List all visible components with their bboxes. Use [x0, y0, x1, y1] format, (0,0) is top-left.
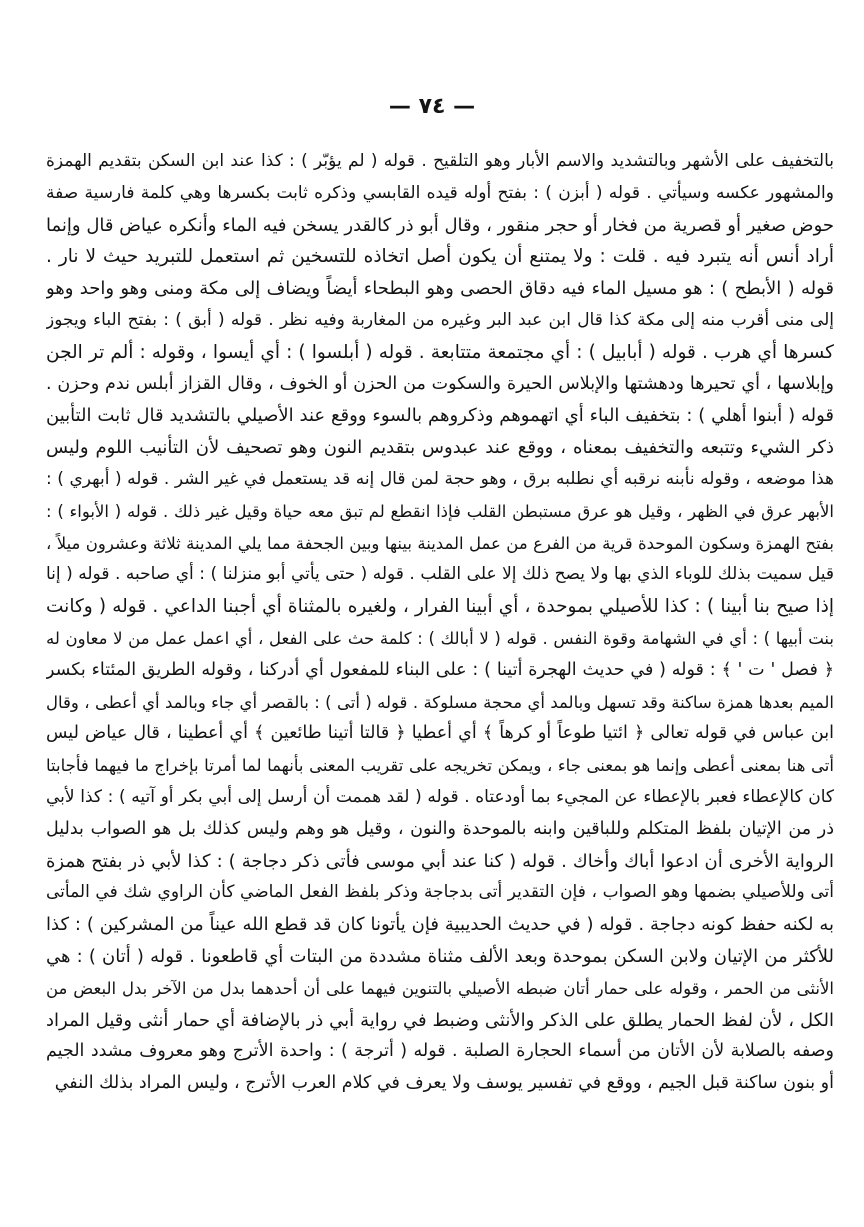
text-line: كان كالإعطاء فعبر بالإعطاء عن المجيء بما أودعتاه . قوله ( لقد هممت أن أرسل إلى أبي بكر أو آتيه ) : كذا لأبي — [46, 786, 834, 807]
text-line: حوض صغير أو قصرية من فخار أو حجر منقور ، وقال أبو ذر كالقدر يسخن فيه الماء وأنكره عياض قال وإنما — [46, 214, 834, 236]
text-line: وإبلاسها ، أي تحيرها ودهشتها والإبلاس الحيرة والسكوت من الحزن أو الخوف ، وقال القزاز أبلس ندم وحزن . — [46, 373, 834, 394]
text-line: قوله ( الأبطح ) : هو مسيل الماء فيه دقاق الحصى وهو البطحاء أيضاً ويضاف إلى مكة ومنى وهو واحد وهو — [46, 278, 834, 300]
text-line: الرواية الأخرى أن ادعوا أباك وأخاك . قوله ( كنا عند أبي موسى فأتى ذكر دجاجة ) : كذا لأبي ذر بفتح همزة — [46, 850, 834, 872]
text-line: قيل سميت بذلك للوباء الذي بها ولا يصح ذلك إلا على القلب . قوله ( حتى يأتي أبو منزلنا ) : أي صاحبه . قوله ( إنا — [46, 564, 834, 585]
text-line: أو بنون ساكنة قبل الجيم ، ووقع في تفسير يوسف ولا يعرف في كلام العرب الأترج ، وليس المراد بذلك النفي — [54, 1073, 834, 1094]
text-line: الكل ، لأن لفظ الحمار يطلق على الذكر والأنثى وضبط في رواية أبي ذر بالإضافة أي حمار أنثى وقيل المراد — [46, 1009, 834, 1031]
text-line: أتى هنا بمعنى أعطى وإنما هو بمعنى جاء ، ويمكن تخريجه على تقريب المعنى بأنهما لما أمرتا بإخراج ما فيهما فأجابتا — [46, 756, 834, 776]
text-line: ابن عباس في قوله تعالى ﴿ ائتيا طوعاً أو كرهاً ﴾ أي أعطيا ﴿ قالتا أتينا طائعين ﴾ أي أعطينا ، قال عياض ليس — [46, 723, 834, 744]
text-body — [46, 146, 834, 1100]
text-line: الأبهر عرق في الظهر ، وقيل هو عرق مستبطن القلب فإذا انقطع لم تبق معه حياة وقيل غير ذلك . قوله ( الأبواء ) : — [46, 501, 834, 521]
text-line: الأنثى من الحمر ، وقوله على حمار أتان ضبطه الأصيلي بالتنوين فيهما على أن أحدهما بدل من الآخر بدل البعض من — [46, 978, 834, 998]
text-line: الميم بعدها همزة ساكنة وقد تسهل وبالمد أي محجة مسلوكة . قوله ( أتى ) : بالقصر أي جاء وبالمد أي أعطى ، وقال — [46, 692, 834, 712]
text-line: أراد أنس أنه يتبرد فيه . قلت : ولا يمتنع أن يكون أصل اتخاذه للتسخين ثم استعمل للتبريد حيث لا نار . — [46, 246, 834, 268]
text-line: للأكثر من الإتيان ولابن السكن بموحدة وبعد الألف مثناة مشددة من البتات أي قاطعونا . قوله ( أتان ) : هي — [46, 945, 834, 967]
text-line: بفتح الهمزة وسكون الموحدة قرية من الفرع من عمل المدينة بينها وبين الجحفة مما يلي المدينة ثلاثة وعشرون ميلاً ، — [46, 533, 834, 553]
text-line: والمشهور عكسه وسيأتي . قوله ( أبزن ) : بفتح أوله قيده القابسي وذكره ثابت بكسرها وهي كلمة فارسية صفة — [46, 182, 834, 203]
text-line: أتى وللأصيلي بضمها وهو الصواب ، فإن التقدير أتى بدجاجة وذكر بلفظ الفعل الماضي كأن الراوي شك في المأتى — [46, 882, 834, 903]
text-line: كسرها أي هرب . قوله ( أبابيل ) : أي مجتمعة متتابعة . قوله ( أبلسوا ) : أي أيسوا ، وقوله : ألم تر الجن — [46, 341, 834, 363]
page-number: — ٧٤ — — [388, 94, 476, 119]
text-line: وصفه بالصلابة لأن الأتان من أسماء الحجارة الصلبة . قوله ( أترجة ) : واحدة الأترج وهو معروف مشدد الجيم — [46, 1041, 834, 1062]
text-line: ﴿ فصل ' ت ' ﴾ : قوله ( في حديث الهجرة أتينا ) : على البناء للمفعول أي أدركنا ، وقوله الطريق المئتاء بكسر — [46, 659, 834, 680]
text-line: إلى منى أقرب منه إلى مكة كذا قال ابن عبد البر وغيره من المغاربة وفيه نظر . قوله ( أبق ) : بفتح الباء ويجوز — [46, 309, 834, 330]
text-line: قوله ( أبنوا أهلي ) : بتخفيف الباء أي اتهموهم وذكروهم بالسوء ووقع عند الأصيلي بالتشديد قال ثابت التأبين — [46, 405, 834, 427]
text-line: ذكر الشيء وتتبعه والتخفيف بمعناه ، ووقع عند عبدوس بتقديم النون وهو تصحيف لأن التأنيب اللوم وليس — [46, 437, 834, 459]
text-line: ذر من الإتيان بلفظ المتكلم وللباقين وابنه بالموحدة والنون ، وقيل هو وهم وليس كذلك بل هو الصواب بدليل — [46, 818, 834, 839]
text-line: بالتخفيف على الأشهر وبالتشديد والاسم الأبار وهو التلقيح . قوله ( لم يؤبّر ) : كذا عند ابن السكن بتقديم الهمزة — [46, 151, 834, 171]
text-line: بنت أبيها ) : أي في الشهامة وقوة النفس . قوله ( لا أبالك ) : كلمة حث على الفعل ، أي اعمل عمل من لا معاون له — [46, 628, 834, 648]
text-line: هذا موضعه ، وقوله نأبنه نرقبه أي نطلبه برق ، وهو حجة لمن قال إنه قد يستعمل في غير الشر . قوله ( أبهري ) : — [46, 468, 834, 489]
text-line: به لكنه حفظ كونه دجاجة . قوله ( في حديث الحديبية فإن يأتونا كان قد قطع الله عيناً من المشركين ) : كذا — [46, 914, 834, 936]
text-line: إذا صيح بنا أبينا ) : كذا للأصيلي بموحدة ، أي أبينا الفرار ، ولغيره بالمثناة أي أجبنا الداعي . قوله ( وكانت — [46, 596, 834, 618]
